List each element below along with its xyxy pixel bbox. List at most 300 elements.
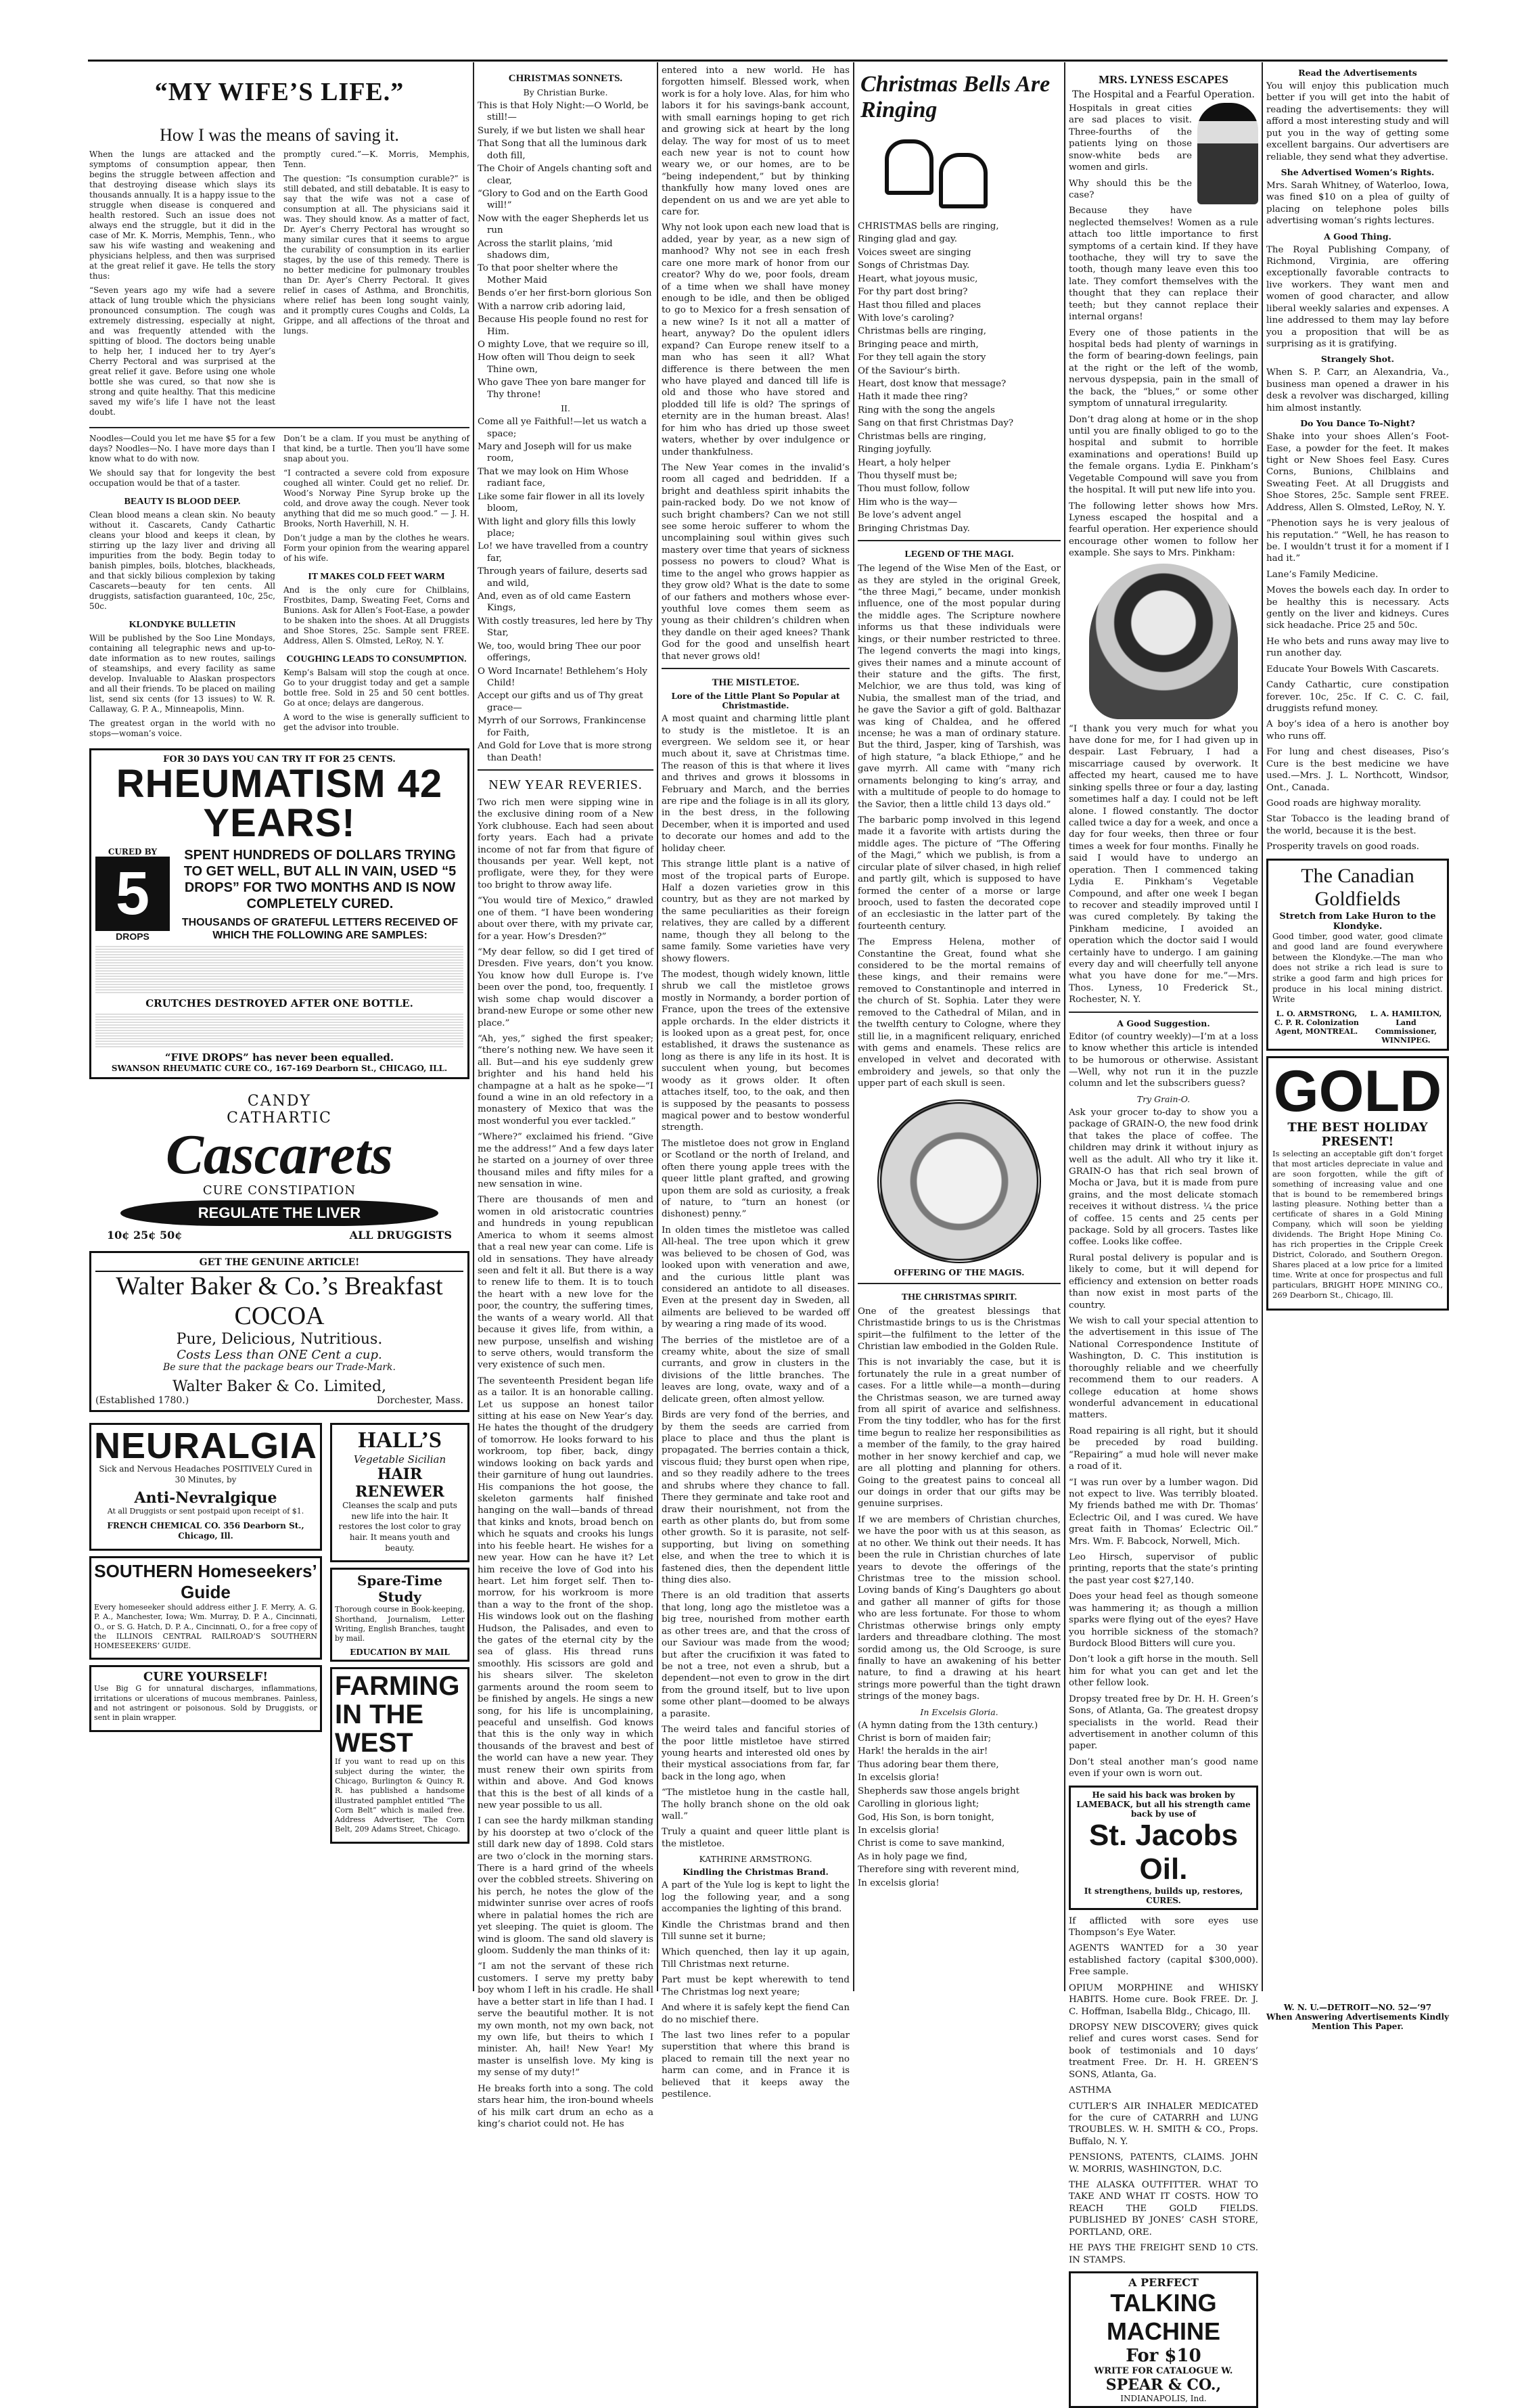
candy-label: CANDY bbox=[247, 1092, 312, 1110]
paragraph: Editor (of country weekly)—I’m at a loss to know whether this article is intended to be humorous or otherwise. Assistant—Well, why not run it in the puzzle column and let the subscribers guess? bbox=[1069, 1031, 1258, 1089]
spare-time-advertisement bbox=[330, 1568, 469, 1662]
poem-line: Through years of failure, deserts sad and wild, bbox=[478, 566, 647, 589]
paragraph: Good timber, good water, good climate and good land are found everywhere between the Klondyke.—The man who does not strike a rich lead is sure to strike a good farm and high prices for produce in his local mining district. Write bbox=[1272, 931, 1443, 1005]
paragraph: Moves the bowels each day. In order to be healthy this is necessary. Acts gently on the liver and kidneys. Cures sick headache. Price 25 and 50c. bbox=[1266, 585, 1449, 631]
paragraph: We wish to call your special attention to the advertisement in this issue of The National Correspondence Institute of Washington, D. C. This institution is thoroughly reliable and we cheerfully recommend them to our readers. A college education at home shows wonderful advancement in educational matters. bbox=[1069, 1316, 1258, 1421]
poem-line: In excelsis gloria! bbox=[858, 1825, 940, 1836]
agent-montreal: L. O. ARMSTRONG, C. P. R. Colonization Agent, MONTREAL. bbox=[1274, 1009, 1359, 1036]
five-drops-logo: 5 bbox=[95, 857, 170, 931]
poem-line: Heart, dost know that message? bbox=[858, 379, 1007, 390]
ad-title: RHEUMATISM 42 YEARS! bbox=[116, 761, 443, 845]
paragraph: Don’t drag along at home or in the shop until you are finally obliged to go to the hospital and submit to horrible examinations and operations! Build up the female organs. Lydia E. Pinkham’s Vegetable Compound will save you from the hospital. It will put new life into you. bbox=[1069, 414, 1258, 496]
column-4 bbox=[858, 65, 1061, 1991]
poem-line: O mighty Love, that we require so ill, bbox=[478, 340, 649, 350]
talking-write: WRITE FOR CATALOGUE W. bbox=[1094, 2366, 1233, 2377]
cure-yourself-advertisement bbox=[89, 1665, 322, 1731]
paragraph: Dropsy treated free by Dr. H. H. Green’s Sons, of Atlanta, Ga. The greatest dropsy specialists in the world. Read their advertisement in another column of this paper. bbox=[1069, 1694, 1258, 1752]
paragraph: Truly a quaint and queer little plant is the mistletoe. bbox=[662, 1827, 850, 1849]
section-heading: Do You Dance To-Night? bbox=[1300, 418, 1415, 429]
poem-line: Because His people found no rest for Him. bbox=[478, 315, 648, 337]
footer-line: W. N. U.—DETROIT—NO. 52—’97 bbox=[1283, 2003, 1432, 2012]
article-title-my-wifes-life: “MY WIFE’S LIFE.” bbox=[154, 78, 405, 106]
cocoa-city: Dorchester, Mass. bbox=[376, 1395, 463, 1407]
poem-line: Who gave Thee yon bare manger for Thy throne! bbox=[478, 378, 646, 400]
paragraph: The legend of the Wise Men of the East, or as they are styled in the original Greek, “the three Magi,” became, under monkish influence, one of the most popular during the middle ages. The Scripture nowhere informs us that these individuals were kings, or their number restricted to three. The legend converts the magi into kings, gives their names and a minute account of their stature and the gifts. The first, Melchior, we are thus told, was king of Nubia, the smallest man of the triad, and he gave the Savior a gift of gold. Balthazar was king of Chaldea, and he offered incense; he was a man of ordinary stature. But the third, Jasper, king of Tarshish, was of high stature, “a black Ethiope,” and he gave myrrh. All came with “many rich ornaments belonging to king’s array, and with a multitude of people to do homage to the Savior, then a little child 13 days old.” bbox=[858, 564, 1061, 810]
paragraph: Leo Hirsch, supervisor of public printing, reports that the state’s printing the past year cost $27,140. bbox=[1069, 1552, 1258, 1586]
section-heading: A Good Thing. bbox=[1324, 231, 1391, 242]
poem-line: Voices sweet are singing bbox=[858, 247, 971, 258]
section-heading: Try Grain-O. bbox=[1136, 1093, 1191, 1104]
paragraph: Mrs. Sarah Whitney, of Waterloo, Iowa, was fined $10 on a plea of guilty of placing on telephone poles bills advertising woman’s rights lectures. bbox=[1266, 180, 1449, 227]
paragraph: Use Big G for unnatural discharges, inflammations, irritations or ulcerations of mucous membranes. Painless, and not astringent or poisonous. Sold by Druggists, or sent in plain wrapper. bbox=[94, 1684, 317, 1723]
paragraph: The Empress Helena, mother of Constantine the Great, found what she considered to be the mortal remains of these kings, and their remains were removed to Constantinople and interred in the church of St. Sophia. Later they were removed to the Cathedral of Milan, and in the twelfth century to Cologne, where they still lie, in a magnificent reliquary, enriched with gems and enamels. These relics are enveloped in velvet and decorated with embroidery and jewels, so that only the upper part of each skull is seen. bbox=[858, 937, 1061, 1089]
paragraph: A part of the Yule log is kept to light the log the following year, and a song accompanies the lighting of this brand. bbox=[662, 1880, 850, 1915]
poem-line: In excelsis gloria! bbox=[858, 1878, 940, 1888]
byline: By Christian Burke. bbox=[523, 87, 608, 97]
paragraph: If you want to read up on this subject during the winter, the Chicago, Burlington & Quincy R. R. has published a handsome illustrated pamphlet entitled “The Corn Belt” which is mailed free. Address Advertiser, The Corn Belt, 209 Adams Street, Chicago. bbox=[335, 1757, 465, 1834]
paragraph: Hospitals in great cities are sad places to visit. Three-fourths of the patients lying on those snow-white beds are women and girls. bbox=[1069, 104, 1192, 173]
bell-icon bbox=[939, 153, 988, 208]
cured-by-label: CURED BY bbox=[108, 846, 158, 857]
paragraph: He breaks forth into a song. The cold stars hear him, the iron-bound wheels of his milk cart drum an echo as a king’s chariot could not. He has bbox=[478, 2083, 653, 2129]
ad-strapline: SPENT HUNDREDS OF DOLLARS TRYING TO GET WELL, BUT ALL IN VAIN, USED “5 DROPS” FOR TWO MONTHS AND IS NOW COMPLETELY CURED. bbox=[183, 847, 457, 911]
halls-sub: Vegetable Sicilian bbox=[353, 1453, 446, 1466]
halls-title: HALL’S bbox=[358, 1428, 442, 1453]
reveries-body bbox=[478, 797, 653, 2130]
cathartic-label: CATHARTIC bbox=[227, 1109, 332, 1127]
column-3 bbox=[662, 65, 850, 2100]
paragraph: The Royal Publishing Company, of Richmond, Virginia, are offering exceptionally favorable contracts to live workers. They want men and women of good character, and allow liberal weekly salaries and expenses. A line addressed to them may lay before you a proposition that will be as surprising as it is gratifying. bbox=[1266, 244, 1449, 350]
paragraph: Don’t judge a man by the clothes he wears. Form your opinion from the wearing apparel of his wife. bbox=[283, 532, 469, 563]
ad-top-line: GET THE GENUINE ARTICLE! bbox=[95, 1257, 463, 1272]
divider bbox=[478, 769, 653, 771]
paragraph: Every one of those patients in the hospital beds had plenty of warnings in the form of bearing-down feelings, pain at the right or the left of the womb, nervous dyspepsia, pain in the small of the back, the “blues,” or some other symptom of unnatural irregularity. bbox=[1069, 327, 1258, 409]
paragraph: When S. P. Carr, an Alexandria, Va., business man opened a drawer in his desk a revolver was discharged, killing him almost instantly. bbox=[1266, 367, 1449, 413]
poem-line: Ring with the song the angels bbox=[858, 405, 995, 415]
reveries-heading: NEW YEAR REVERIES. bbox=[488, 777, 643, 792]
paragraph: Educate Your Bowels With Cascarets. bbox=[1266, 664, 1439, 675]
spare-edu: EDUCATION BY MAIL bbox=[350, 1648, 450, 1658]
mistletoe-subheading: Lore of the Little Plant So Popular at Christmastide. bbox=[671, 691, 840, 711]
poem-line: This is that Holy Night:—O World, be still!— bbox=[478, 101, 649, 123]
sonnets-heading: CHRISTMAS SONNETS. bbox=[508, 73, 623, 84]
paragraph: Rural postal delivery is popular and is likely to come, but it will depend for efficiency and extension on better roads than now exist in most parts of the country. bbox=[1069, 1252, 1258, 1311]
poem-line: Mary and Joseph will for us make room, bbox=[478, 441, 632, 464]
neuralgia-advertisement bbox=[89, 1423, 322, 1551]
classified-ad: OPIUM MORPHINE and WHISKY HABITS. Home cure. Book FREE. Dr. J. C. Hoffman, Isabella Bldg., Chicago, Ill. bbox=[1069, 1982, 1258, 2017]
paragraph: Is selecting an acceptable gift don’t forget that most articles depreciate in value and are soon forgotten, while the gift of something of increasing value and one that is bound to be remembered brings lasting pleasure. Nothing better than a certificate of shares in a Gold Mining Company, which will soon be yielding dividends. The Bright Hope Mining Co. has rich properties in the Cripple Creek District, Colorado, and Southern Oregon. Shares placed at a low price for a limited time. Write at once for prospectus and full particulars, BRIGHT HOPE MINING CO., 269 Dearborn St., Chicago, Ill. bbox=[1272, 1148, 1443, 1300]
halls-name: HAIR RENEWER bbox=[355, 1466, 444, 1501]
poem-line: Thou thyself must be; bbox=[858, 471, 958, 482]
sonnet-numeral: II. bbox=[561, 403, 570, 414]
footer-notice: When Answering Advertisements Kindly Mention This Paper. bbox=[1266, 2012, 1449, 2031]
section-heading: Read the Advertisements bbox=[1298, 68, 1417, 78]
spirit-heading: THE CHRISTMAS SPIRIT. bbox=[901, 1292, 1017, 1302]
poem-line: God, His Son, is born tonight, bbox=[858, 1812, 994, 1823]
paragraph: At all Druggists or sent postpaid upon receipt of $1. bbox=[107, 1507, 304, 1516]
paragraph: I can see the hardy milkman standing by his doorstep at two o’clock of the still dark new day of 1898. Cold stars are two o’clock in the morning stars. There is a hard grind of the wheels over the cobbled streets. Shivering on his perch, he notes the glow of the midwinter sunrise over acres of roofs where in palatial homes the rich are yet sleeping. The quiet is gloom. The wind is gloom. The sand old slavery is gloom. Suddenly the man thinks of it: bbox=[478, 1816, 653, 1957]
testimonial-letters bbox=[95, 946, 463, 993]
paragraph: “My dear fellow, so did I get tired of Dresden. Five years, don’t you know. You know how dull Europe is. I’ve been over the pond, too, frequently. I wish some chap would discover a brand-new Europe or some other new place.” bbox=[478, 947, 653, 1028]
kindling-body bbox=[662, 1880, 850, 2100]
paragraph: For lung and chest diseases, Piso’s Cure is the best medicine we have used.—Mrs. J. L. Northcott, Windsor, Ont., Canada. bbox=[1266, 747, 1449, 793]
paragraph: Candy Cathartic, cure constipation forever. 10c, 25c. If C. C. C. fail, druggists refund money. bbox=[1266, 680, 1449, 714]
section-heading: A Good Suggestion. bbox=[1117, 1018, 1210, 1028]
paragraph: “You would tire of Mexico,” drawled one of them. “I have been wondering about over there, with my private car, for a year. How’s Dresden?” bbox=[478, 896, 653, 942]
paragraph: He who bets and runs away may live to run another day. bbox=[1266, 636, 1449, 659]
poem-line: Him who is the way— bbox=[858, 497, 958, 507]
lyness-heading: MRS. LYNESS ESCAPES bbox=[1099, 73, 1228, 86]
lyness-subheading: The Hospital and a Fearful Operation. bbox=[1072, 89, 1255, 100]
paragraph: “I am not the servant of these rich customers. I serve my pretty baby boy whom I left in his cradle. He shall have a better start in life than I had. I serve the beautiful mother. It is not my own month, not my own back, not my own life, but theirs to which I minister. Ah, hail! New Year! My master is unselfish love. My king is my sense of my duty!” bbox=[478, 1961, 653, 2078]
paragraph: A boy’s idea of a hero is another boy who runs off. bbox=[1266, 719, 1449, 742]
st-jacobs-side: It strengthens, builds up, restores, CURES. bbox=[1084, 1886, 1243, 1905]
talking-company: SPEAR & CO., bbox=[1105, 2376, 1222, 2394]
poem-line: And Gold for Love that is more strong than Death! bbox=[478, 741, 652, 763]
classified-ad: AGENTS WANTED for a 30 year established factory (capital $300,000). Free sample. bbox=[1069, 1943, 1258, 1978]
never-equalled-line: “FIVE DROPS” has never been equalled. bbox=[164, 1051, 394, 1064]
cocoa-title: Walter Baker & Co.’s Breakfast COCOA bbox=[116, 1271, 443, 1330]
spirit-body bbox=[858, 1306, 1061, 1703]
poem-line: Now with the eager Shepherds let us run bbox=[478, 213, 649, 236]
poem-line: Like some fair flower in all its lovely bloom, bbox=[478, 491, 645, 514]
paragraph: Good roads are highway morality. bbox=[1266, 798, 1421, 809]
poem-line: Surely, if we but listen we shall hear bbox=[478, 125, 645, 136]
cascarets-advertisement bbox=[89, 1089, 469, 1246]
paragraph: And is the only cure for Chilblains, Frostbites, Damp, Sweating Feet, Corns and Bunions. Ask for Allen’s Foot-Ease, a powder to be shaken into the shoes. At all Druggists and Shoe Stores, 25c. Sample sent FREE. Address, Allen S. Olmsted, LeRoy, N. Y. bbox=[283, 585, 469, 645]
paragraph: Star Tobacco is the leading brand of the world, because it is the best. bbox=[1266, 814, 1449, 836]
poem-line: For thy part dost bring? bbox=[858, 287, 968, 298]
column-rule bbox=[657, 62, 658, 1991]
five-drops-block bbox=[95, 847, 463, 942]
kindling-heading: Kindling the Christmas Brand. bbox=[683, 1867, 829, 1878]
paragraph: Ask your grocer to-day to show you a package of GRAIN-O, the new food drink that takes the place of coffee. The children may drink it without injury as well as the adult. All who try it like it. GRAIN-O has that rich seal brown of Mocha or Java, but it is made from pure grains, and the most delicate stomach receives it without distress. ¼ the price of coffee. 15 cents and 25 cents per package. Sold by all grocers. Tastes like coffee. Looks like coffee. bbox=[1069, 1107, 1258, 1248]
paragraph: Prosperity travels on good roads. bbox=[1266, 842, 1420, 853]
paragraph: The seventeenth President began life as a tailor. It is an honorable calling. Let us suppose an honest tailor sitting at his ease on New Year’s day. He hates the thought of the drudgery of tomorrow. He looks forward to his workroom, top fiber, back, dingy windows looking on back yards and their garniture of hung out laundries. His companions the hot goose, the skeleton garments half finished hanging on the wall—bands of thread that kinks and knots, broad bench on which he squats and crooks his lungs into his feeble heart. He wishes for a new year. How can he have it? Let him receive the love of God into his heart. Let him forget self. Then to-morrow, for his workroom is more than a way to the front of the shop. His windows look out on the flashing Hudson, the Palisades, and even to the gates of the eternal city by the sea of glass. His thread runs smoothly. His scissors are gold and his shears silver. The skeleton garments around the room seem to be finished by angels. He sings a new song, for his life is uncomplaining, peaceful and unselfish. God knows that this is the only way in which thousands of the bravest and best of the world can have a new year. They must renew their own spirits from within and above. And God knows that this is the best of all kinds of a new year possible to us all. bbox=[478, 1376, 653, 1811]
paragraph: We should say that for longevity the best occupation would be that of a taster. bbox=[89, 468, 275, 488]
sonnet-2 bbox=[478, 416, 653, 764]
poem-line: CHRISTMAS bells are ringing, bbox=[858, 221, 999, 231]
paragraph: You will enjoy this publication much better if you will get into the habit of reading the advertisements: they will afford a most interesting study and will put you in the way of getting some excellent bargains. Our advertisers are reliable, they send what they advertise. bbox=[1266, 81, 1449, 162]
paragraph: “The mistletoe hung in the castle hall, The holly branch shone on the old oak wall.” bbox=[662, 1788, 850, 1822]
bells-title: Christmas Bells Are Ringing bbox=[860, 72, 1051, 122]
ad-top-line: FOR 30 DAYS YOU CAN TRY IT FOR 25 CENTS. bbox=[163, 754, 396, 765]
classified-ad: HE PAYS THE FREIGHT SEND 10 CTS. IN STAMPS. bbox=[1069, 2243, 1258, 2265]
farming-advertisement bbox=[330, 1667, 469, 1843]
poem-line: With a narrow crib adoring laid, bbox=[478, 301, 626, 312]
poem-line: Bringing Christmas Day. bbox=[858, 523, 970, 534]
mistletoe-heading: THE MISTLETOE. bbox=[712, 677, 800, 689]
poem-line: With light and glory fills this lowly place; bbox=[478, 516, 636, 539]
paragraph: The last two lines refer to a popular superstition that where this brand is placed to remain till the next year no harm can come, and in France it is believed that it keeps away the pestilence. bbox=[662, 2030, 850, 2100]
top-rule bbox=[88, 60, 1448, 62]
section-heading: Strangely Shot. bbox=[1320, 354, 1395, 365]
paragraph: “Phenotion says he is very jealous of his reputation.” “Well, he has reason to be. I wouldn’t trust it for a moment if I had it.” bbox=[1266, 518, 1449, 564]
paragraph: Part must be kept wherewith to tend The Christmas log next yeare; bbox=[662, 1975, 850, 1997]
poem-line: That we may look on Him Whose radiant face, bbox=[478, 466, 629, 489]
paragraph: Thorough course in Book-keeping, Shorthand, Journalism, Letter Writing, English Branches, taught by mail. bbox=[335, 1605, 465, 1643]
southern-guide-advertisement bbox=[89, 1556, 322, 1660]
southern-title: SOUTHERN Homeseekers’ Guide bbox=[94, 1560, 317, 1602]
magi-body bbox=[858, 563, 1061, 1090]
paragraph: The New Year comes in the invalid’s room all caged and bedridden. If a bright and deathless spirit inhabits the pain-racked body. Do we not know of such bright chambers? Can we not still see some heroic sufferer to whom the uncomplaining soul within gives such mastery over time that years of sickness possess no powers to cloud? What is time to the angel who grows happier as they grow old? What is the date to some of our fathers and mothers whose ever-youthful love comes them seem as young as their children’s children when they dandle on their aged knees? Thank God for the good and unselfish heart that never grows old! bbox=[662, 462, 850, 662]
nurse-illustration bbox=[1197, 103, 1258, 204]
poem-line: Hast thou filled and places bbox=[858, 300, 981, 311]
canadian-goldfields-advertisement bbox=[1266, 859, 1449, 1051]
article-subtitle: How I was the means of saving it. bbox=[160, 125, 399, 145]
miscellany-block bbox=[1069, 1252, 1258, 1780]
paragraph: Why not look upon each new load that is added, year by year, as a new sign of manhood? Why not see in each fresh care one more mark of honor from our creator? Why do we, poor fools, dream of a time when we shall have money enough to be idle, and then be obliged to go to Mexico for a fresh sensation of a new wine? Is it not all a matter of heart, anyway? Do the opulent idlers expand? Can Europe renew itself to a man who has seen it all? What difference is there between the men who have played and danced till life is old and those who have stored and plodded till life is old? The springs of eternity are in the human breast. Alas! for him who has dried up those sweet waters, whether by over indulgence or under thankfulness. bbox=[662, 223, 850, 457]
poem-line: And, even as of old came Eastern Kings, bbox=[478, 591, 631, 614]
poem-line: As in holy page we find, bbox=[858, 1851, 968, 1862]
paragraph: In olden times the mistletoe was called All-heal. The tree upon which it grew was believed to be chosen of God, was looked upon with veneration and awe, and the curious little plant was considered an antidote to all diseases. Even at the present day in Sweden, all ailments are believed to be warded off by wearing a ring made of its wood. bbox=[662, 1225, 850, 1330]
talking-price: For $10 bbox=[1126, 2346, 1201, 2367]
talking-pre: A PERFECT bbox=[1128, 2276, 1199, 2290]
ad-address: SWANSON RHEUMATIC CURE CO., 167-169 Dearborn St., CHICAGO, ILL. bbox=[111, 1063, 448, 1073]
cure-constipation-label: CURE CONSTIPATION bbox=[202, 1183, 356, 1198]
cocoa-established: (Established 1780.) bbox=[95, 1395, 189, 1407]
paragraph: Cleanses the scalp and puts new life into the hair. It restores the lost color to gray hair. It means youth and beauty. bbox=[338, 1501, 461, 1553]
cure-title: CURE YOURSELF! bbox=[143, 1670, 269, 1685]
column-6 bbox=[1266, 65, 1449, 1991]
poem-line: Myrrh of our Sorrows, Frankincense for Faith, bbox=[478, 716, 646, 738]
section-heading: COUGHING LEADS TO CONSUMPTION. bbox=[286, 654, 467, 664]
illustration-caption: OFFERING OF THE MAGIS. bbox=[894, 1267, 1025, 1277]
poem-line: How often will Thou deign to seek Thine own, bbox=[478, 353, 635, 375]
poem-line: Therefore sing with reverent mind, bbox=[858, 1865, 1019, 1876]
cocoa-company: Walter Baker & Co. Limited, bbox=[172, 1378, 387, 1396]
column-1 bbox=[89, 65, 469, 1991]
classified-ad: DROPSY NEW DISCOVERY; gives quick relief and cures worst cases. Send for book of testimonials and 10 days’ treatment Free. Dr. H. H. GREEN’S SONS, Atlanta, Ga. bbox=[1069, 2022, 1258, 2080]
poem-line: Ringing glad and gay. bbox=[858, 234, 957, 245]
christmas-bells-illustration bbox=[858, 65, 1061, 221]
talking-city: INDIANAPOLIS, Ind. bbox=[1120, 2394, 1207, 2404]
poem-line: Hath it made thee ring? bbox=[858, 392, 968, 403]
paragraph: Shake into your shoes Allen’s Foot-Ease, a powder for the feet. It makes tight or New Shoes feel Easy. Cures Corns, Bunions, Chilblains and Sweating Feet. At all Druggists and Shoe Stores, 25c. Sample sent FREE. Address, Allen S. Olmsted, LeRoy, N. Y. bbox=[1266, 432, 1449, 513]
divider bbox=[858, 1283, 1061, 1284]
paragraph: Clean blood means a clean skin. No beauty without it. Cascarets, Candy Cathartic cleans your blood and keeps it clean, by stirring up the lazy liver and driving all impurities from the body. Begin today to banish pimples, boils, blotches, blackheads, and that sickly bilious complexion by taking Cascarets—beauty for ten cents. All druggists, satisfaction guaranteed, 10c, 25c, 50c. bbox=[89, 509, 275, 611]
paragraph: A most quaint and charming little plant to study is the mistletoe. It is an evergreen. We seldom see it, or hear much about it, save at Christmas time. The reason of this is that where it lives and thrives and grows it blossoms in February and March, and the berries are ripe and the foliage is in all its glory, in the best dress, in the following December, when it is imported and used to decorate our homes and add to the holiday cheer. bbox=[662, 714, 850, 854]
poem-line: Accept our gifts and us of Thy great grace— bbox=[478, 691, 643, 713]
agent-winnipeg: L. A. HAMILTON, Land Commissioner, WINNIPEG. bbox=[1370, 1009, 1442, 1045]
halls-advertisement bbox=[330, 1423, 469, 1562]
paragraph: If we are members of Christian churches, we have the poor with us at this season, as at no other. We think out their needs. It has been the rule in Christian churches of late years to devote the offerings of the Christmas tree to the mission school. Loving bands of King’s Daughters go about and gather all manner of gifts for those who are less fortunate. For those to whom Christmas otherwise brings only empty larders and threadbare clothing. The most sordid among us, the Old Scrooge, is sure finally to have an awakening of his better nature, to find a drawing at his heart strings more powerful than the tight drawn strings of the money bags. bbox=[858, 1514, 1061, 1702]
poem-line: Lo! we have travelled from a country far, bbox=[478, 541, 648, 564]
paragraph: Why should this be the case? bbox=[1069, 178, 1192, 200]
poem-line: The Choir of Angels chanting soft and clear, bbox=[478, 164, 652, 186]
gold-title: GOLD bbox=[1273, 1058, 1442, 1124]
poem-line: With costly treasures, led here by Thy Star, bbox=[478, 616, 653, 639]
paragraph: Don’t be a clam. If you must be anything of that kind, be a turtle. Then you’ll have some snap about you. bbox=[283, 433, 469, 463]
paragraph: Every homeseeker should address either J. F. Merry, A. G. P. A., Manchester, Iowa; Wm. Murray, D. P. A., Cincinnati, O., or S. G. Hatch, D. P. A., Cincinnati, O., for a free copy of the ILLINOIS CENTRAL RAILROAD’S SOUTHERN HOMESEEKERS’ GUIDE. bbox=[94, 1602, 317, 1651]
bells-poem bbox=[858, 221, 1061, 535]
paragraph: Because they have neglected themselves! Women as a rule attach too little importance to first symptoms of a certain kind. If they have toothache, they will try to save the tooth, though many leave even this too late. They comfort themselves with the thought that they can replace their teeth; but they cannot replace their internal organs! bbox=[1069, 206, 1258, 323]
poem-line: For they tell again the story bbox=[858, 353, 986, 363]
paragraph: Kemp’s Balsam will stop the cough at once. Go to your druggist today and get a sample bottle free. Sold in 25 and 50 cent bottles. Go at once; delays are dangerous. bbox=[283, 667, 469, 708]
excelsis-heading: In Excelsis Gloria. bbox=[920, 1706, 998, 1717]
regulate-liver-band: REGULATE THE LIVER bbox=[120, 1200, 438, 1226]
paragraph: entered into a new world. He has forgotten himself. Blessed work, when work is for a holy love. Alas, for him who labors it for his savings-bank account, with small earnings hoping to get rich and growing sick at heart by the long delay. The way for most of us to meet each new year is not to count how weary we, or our homes, are to be “being independent,” but by thinking thankfully how many loved ones are dependent on us and we are yet able to care for. bbox=[662, 66, 850, 218]
divider bbox=[858, 540, 1061, 541]
paragraph: One of the greatest blessings that Christmastide brings to us is the Christmas spirit—the fulfilment to the letter of the Christian law embodied in the Golden Rule. bbox=[858, 1306, 1061, 1352]
classified-ad: THE ALASKA OUTFITTER. WHAT TO TAKE AND WHAT IT COSTS. HOW TO REACH THE GOLD FIELDS. PUBLISHED BY JONES’ CASH STORE, PORTLAND, ORE. bbox=[1069, 2180, 1258, 2237]
miscellany-block bbox=[1266, 518, 1449, 853]
paragraph: “Where?” exclaimed his friend. “Give me the address!” And a few days later he started on a journey of over three thousand miles and fifty miles for a new sensation in wine. bbox=[478, 1132, 653, 1190]
paragraph: The barbaric pomp involved in this legend made it a favorite with artists during the middle ages. The picture of “The Offering of the Magi,” which we publish, is from a circular plate of silver chased, in high relief and partly gilt, which is supposed to have formed the center of a morse or large brooch, used to fasten the decorated cope of an ecclesiastic in the latter part of the fourteenth century. bbox=[858, 815, 1061, 932]
cocoa-cost: Costs Less than ONE Cent a cup. bbox=[177, 1348, 382, 1363]
paragraph: And where it is safely kept the fiend Can do no mischief there. bbox=[662, 2003, 850, 2025]
paragraph: Noodles—Could you let me have $5 for a few days? Noodles—No. I have more days than I know what to do with now. bbox=[89, 433, 275, 463]
poem-line: Christ is born of maiden fair; bbox=[858, 1733, 992, 1744]
column-rule bbox=[473, 62, 474, 1991]
drops-label: DROPS bbox=[116, 930, 149, 942]
column-5 bbox=[1069, 65, 1258, 2404]
column-rule bbox=[1262, 62, 1263, 1991]
classified-ad: ASTHMA bbox=[1069, 2085, 1111, 2096]
poem-line: (A hymn dating from the 13th century.) bbox=[858, 1720, 1038, 1731]
poem-line: Of the Saviour’s birth. bbox=[858, 365, 961, 376]
poem-line: Christmas bells are ringing, bbox=[858, 326, 986, 337]
bell-icon bbox=[885, 139, 933, 195]
poem-line: Carolling in glorious light; bbox=[858, 1799, 979, 1810]
neuralgia-title: NEURALGIA bbox=[94, 1426, 317, 1467]
paragraph: Birds are very fond of the berries, and by them the seeds are carried from place to place and thus the plant is propagated. The berries contain a thick, viscous fluid; they burst open when ripe, and so they readily adhere to the trees and shrubs where they chance to fall. There they germinate and take root and draw their nourishment, not from the earth as other plants do, but from some other growth. So it is parasite, not self-supporting, but living on something else, and when the tree to which it is fastened dies, then the dependent little thing dies also. bbox=[662, 1410, 850, 1586]
paragraph: Don’t look a gift horse in the mouth. Sell him for what you can get and let the other fellow look. bbox=[1069, 1654, 1258, 1689]
paragraph: Road repairing is all right, but it should be preceded by road building. “Repairing” a mud hole will never make a road of it. bbox=[1069, 1426, 1258, 1472]
gold-sub: THE BEST HOLIDAY PRESENT! bbox=[1287, 1120, 1428, 1149]
poem-line: We, too, would bring Thee our poor offerings, bbox=[478, 641, 641, 664]
testimonial-letters bbox=[95, 1014, 463, 1047]
paragraph: There are thousands of men and women in old aristocratic countries and hundreds in young republican America to whom it seems almost that a real new year can come. Life is old in sensations. They have already seen and felt it all. But there is a way to renew life to them. It is to touch the heart with a new love for the poor, the country, the suffering times, the wants of a weary world. All that because it gives life, from within, a new purpose, unselfish and wishing to serve others, would transform the very existence of such men. bbox=[478, 1195, 653, 1371]
paragraph: The question: “Is consumption curable?” is still debated, and still debatable. It is easy to say that the wife was not a case of consumption at all. The physicians said it was. They should know. As a matter of fact, Dr. Ayer’s Cherry Pectoral has wrought so many similar cures that it seems to argue the curability of consumption in its earlier stages, by the use of this remedy. There is no better medicine for pulmonary troubles than Dr. Ayer’s Cherry Pectoral. It gives relief in cases of Asthma, and Bronchitis, where relief has been long sought vainly, and it promptly cures Coughs and Colds, La Grippe, and all affections of the throat and lungs. bbox=[283, 173, 469, 336]
column-rule bbox=[853, 62, 854, 1991]
sonnet-1 bbox=[478, 100, 653, 401]
classified-ad: CUTLER’S AIR INHALER MEDICATED for the cure of CATARRH and LUNG TROUBLES. W. H. SMITH & CO., Props. Buffalo, N. Y. bbox=[1069, 2101, 1258, 2147]
paragraph: Will be published by the Soo Line Mondays, containing all telegraphic news and up-to-date information as to new routes, sailings of steamships, and every facility as same develop. Invaluable to Alaskan prospectors and all their friends. To be placed on mailing list, send six cents (for 13 issues) to W. R. Callaway, G. P. A., Minneapolis, Minn. bbox=[89, 633, 275, 714]
paragraph: The modest, though widely known, little shrub we call the mistletoe grows mostly in Normandy, a border portion of France, upon the trees of the extensive apple orchards. In the elder districts it is looked upon as a great pest, for, once established, it draws the sustenance as long as there is any life in its host. It is succulent when young, but becomes woody as it grows older. It often attaches itself, too, to the oak, and then is supposed by the peasants to possess magical power and to bestow wonderful strength. bbox=[662, 969, 850, 1133]
paragraph: “I thank you very much for what you have done for me, for I had given up in despair. Last February, I had a miscarriage caused by overwork. It affected my heart, caused me to have sinking spells three or four a day, lasting sometimes half a day. I could not be left alone. I flowed constantly. The doctor called twice a day for a week, and once a day for four weeks, then three or four times a week for four months. Finally he said I would have to undergo an operation. Then I commenced taking Lydia E. Pinkham’s Vegetable Compound, and after one week I began to recover and steadily improved until I was cured completely. By taking the Pinkham medicine, I avoided an operation which the doctor said I would certainly have to undergo. I am gaining every day and will cheerfully tell anyone what you have done for me.”—Mrs. Thos. Lyness, 10 Frederick St., Rochester, N. Y. bbox=[1069, 723, 1258, 1005]
paragraph: This is not invariably the case, but it is fortunately the rule in a great number of cases. For a little while—a month—during the Christmas season, we are turned away from all spirit of avarice and selfishness. From the tiny toddler, who has for the first time begun to realize her responsibilities as a member of the family, to the gray haired mother in her snowy kerchief and cap, we are all plotting and planning for others. Going to the greatest pains to conceal all our doings in order that our gifts may be genuine surprises. bbox=[858, 1357, 1061, 1509]
paragraph: Does your head feel as though someone was hammering it; as though a million sparks were flying out of the eyes? Have you horrible sickness of the stomach? Burdock Blood Bitters will cure you. bbox=[1069, 1591, 1258, 1649]
classified-ad: If afflicted with sore eyes use Thompson’s Eye Water. bbox=[1069, 1915, 1258, 1938]
divider bbox=[1069, 1012, 1258, 1013]
paragraph: The greatest organ in the world with no stops—woman’s voice. bbox=[89, 718, 275, 738]
talking-machine-advertisement bbox=[1069, 2271, 1258, 2408]
miscellany-block bbox=[89, 434, 469, 743]
cocoa-trademark: Be sure that the package bears our Trade-Mark. bbox=[163, 1362, 396, 1373]
section-heading: BEAUTY IS BLOOD DEEP. bbox=[124, 496, 241, 507]
poem-line: Christ is come to save mankind, bbox=[858, 1838, 1005, 1849]
baker-cocoa-advertisement bbox=[89, 1251, 469, 1412]
divider bbox=[89, 427, 469, 428]
canadian-sub: Stretch from Lake Huron to the Klondyke. bbox=[1279, 911, 1436, 932]
ayer-article-body bbox=[89, 150, 469, 422]
poem-line: Bends o’er her first-born glorious Son bbox=[478, 288, 652, 299]
poem-line: To that poor shelter where the Mother Maid bbox=[478, 263, 618, 286]
canadian-title: The Canadian Goldfields bbox=[1301, 864, 1414, 911]
poem-line: Heart, what joyous music, bbox=[858, 273, 978, 284]
excelsis-poem bbox=[858, 1720, 1061, 1889]
talking-title: TALKING MACHINE bbox=[1107, 2289, 1220, 2346]
paragraph: This strange little plant is a native of most of the tropical parts of Europe. Half a dozen varieties grow in this country, but as they are not marked by the same peculiarities as their foreign relatives, they are called by a different name, though they all belong to the same family. Some varieties have very showy flowers. bbox=[662, 859, 850, 964]
rheumatism-advertisement bbox=[89, 748, 469, 1079]
magi-heading: LEGEND OF THE MAGI. bbox=[904, 549, 1014, 560]
paragraph: “I contracted a severe cold from exposure coughed all winter. Could get no relief. Dr. Wood’s Norway Pine Syrup broke up the cold, and drove away the cough. Never took anything that did me so much good.” — J. H. Brooks, North Haverhill, N. H. bbox=[283, 468, 469, 528]
paragraph: There is an old tradition that asserts that long, long ago the mistletoe was a big tree, nourished from mother earth as other trees are, and that the cross of our Saviour was made from the wood; but after the crucifixion it was fated to be not a tree, not even a shrub, but a dependent—not even to grow in the dirt from the ground itself, but to live upon some other plant—doomed to be always a parasite. bbox=[662, 1591, 850, 1719]
column-rule bbox=[1064, 62, 1065, 1991]
neuralgia-brand: Anti-Nevralgique bbox=[134, 1489, 277, 1507]
ad-strapline-2: THOUSANDS OF GRATEFUL LETTERS RECEIVED OF WHICH THE FOLLOWING ARE SAMPLES: bbox=[181, 916, 459, 941]
gold-advertisement bbox=[1266, 1056, 1449, 1311]
price-label: 10¢ 25¢ 50¢ bbox=[107, 1228, 183, 1242]
poem-line: Songs of Christmas Day. bbox=[858, 260, 970, 271]
poem-line: Heart, a holy helper bbox=[858, 457, 950, 468]
offering-of-magi-illustration bbox=[877, 1099, 1041, 1263]
st-jacobs-title: St. Jacobs Oil. bbox=[1088, 1818, 1239, 1886]
paragraph: “Seven years ago my wife had a severe attack of lung trouble which the physicians pronounced consumption. The cough was extremely distressing, especially at night, and was frequently attended with the spitting of blood. The doctors being unable to help her, I induced her to try Ayer’s Cherry Pectoral and was surprised at the great relief it gave. Before using one whole bottle she was cured, so that now she is strong and quite healthy. That this medicine saved my wife’s life I have not the least doubt. bbox=[89, 285, 275, 417]
poem-line: O Word Incarnate! Bethlehem’s Holy Child! bbox=[478, 666, 647, 688]
poem-line: That Song that all the luminous dark doth fill, bbox=[478, 139, 647, 161]
crutches-line: CRUTCHES DESTROYED AFTER ONE BOTTLE. bbox=[145, 997, 413, 1009]
bottom-ads bbox=[89, 1417, 469, 1849]
poem-line: Sang on that first Christmas Day? bbox=[858, 418, 1014, 429]
paragraph: FRENCH CHEMICAL CO. 356 Dearborn St., Chicago, Ill. bbox=[107, 1520, 304, 1541]
paragraph: When the lungs are attacked and the symptoms of consumption appear, then begins the struggle between affection and that destroying disease which slays its thousands annually. It is a happy issue to the struggle when disease is conquered and health restored. Such an issue does not always end the struggle, but it did in the case of Mr. K. Morris, Memphis, Tenn., who saw his wife wasting and weakening and physicians helpless, and then was surprised at the great relief it gave. He tells the story thus: bbox=[89, 149, 275, 281]
paragraph: Which quenched, then lay it up again, Till Christmas next returne. bbox=[662, 1947, 850, 1970]
section-heading: IT MAKES COLD FEET WARM bbox=[308, 571, 445, 582]
cascarets-logo: Cascarets bbox=[166, 1122, 393, 1186]
ad-top-line: He said his back was broken by LAMEBACK, but all his strength came back by use of bbox=[1076, 1790, 1251, 1819]
spare-title: Spare-Time Study bbox=[356, 1572, 442, 1606]
divider bbox=[662, 668, 850, 669]
reveries-continued bbox=[662, 65, 850, 662]
paragraph: A word to the wise is generally sufficient to get the advisor into trouble. bbox=[283, 712, 469, 732]
paragraph: Sick and Nervous Headaches POSITIVELY Cured in 30 Minutes, by bbox=[99, 1464, 313, 1484]
portrait-illustration bbox=[1089, 564, 1238, 719]
poem-line: “Glory to God and on the Earth Good will!” bbox=[478, 188, 648, 211]
paragraph: promptly cured.”—K. Morris, Memphis, Tenn. bbox=[283, 149, 469, 169]
poem-line: Come all ye Faithful!—let us watch a space; bbox=[478, 417, 647, 439]
column-2 bbox=[478, 65, 653, 2129]
paragraph: “Ah, yes,” sighed the first speaker; “there’s nothing new. We have seen it all. But—and his eye suddenly grew brighter and his hand held his champagne at a halt as he spoke—“I found a wine in an old refectory in a monastery of Mexico that was the most wonderful you ever tackled.” bbox=[478, 1033, 653, 1127]
poem-line: Ringing joyfully. bbox=[858, 445, 932, 455]
paragraph: The berries of the mistletoe are of a creamy white, about the size of small currants, and grow in clusters in the divisions of the little branches. The leaves are long, ovate, waxy and of a delicate green, often almost yellow. bbox=[662, 1335, 850, 1405]
paragraph: The mistletoe does not grow in England or Scotland or the north of Ireland, and often there young apple trees with the queer little plant grafted, and growing upon them are sold as curiosity, a freak of nature, to “turn an honest (or dishonest) penny.” bbox=[662, 1138, 850, 1220]
poem-line: With love’s caroling? bbox=[858, 313, 954, 323]
classified-ad: PENSIONS, PATENTS, CLAIMS. JOHN W. MORRIS, WASHINGTON, D.C. bbox=[1069, 2152, 1258, 2175]
byline: KATHRINE ARMSTRONG. bbox=[699, 1854, 812, 1865]
poem-line: Hark! the heralds in the air! bbox=[858, 1746, 988, 1757]
paragraph: Kindle the Christmas brand and then Till sunne set it burne; bbox=[662, 1919, 850, 1943]
poem-line: In excelsis gloria! bbox=[858, 1773, 940, 1784]
cocoa-tagline: Pure, Delicious, Nutritious. bbox=[176, 1331, 383, 1348]
poem-line: Thus adoring bear them there, bbox=[858, 1759, 999, 1770]
paragraph: The weird tales and fanciful stories of the poor little mistletoe have stirred young hearts and interested old ones by their mystical associations from far, far back in the long ago, when bbox=[662, 1725, 850, 1782]
poem-line: Thou must follow, follow bbox=[858, 484, 970, 495]
section-heading: She Advertised Women’s Rights. bbox=[1281, 166, 1435, 177]
mistletoe-body bbox=[662, 713, 850, 1850]
paragraph: “I was run over by a lumber wagon. Did not expect to live. Was terribly bloated. My friends bathed me with Dr. Thomas’ Eclectric Oil, and I was cured. We have great faith in Thomas’ Eclectric Oil.” Mrs. Wm. F. Babcock, Norwell, Mich. bbox=[1069, 1477, 1258, 1547]
section-heading: KLONDYKE BULLETIN bbox=[129, 619, 236, 630]
druggists-label: ALL DRUGGISTS bbox=[349, 1228, 452, 1242]
poem-line: Christmas bells are ringing, bbox=[858, 431, 986, 442]
classified-ads bbox=[1069, 1915, 1258, 2266]
st-jacobs-oil-advertisement bbox=[1069, 1786, 1258, 1910]
paragraph: Don’t steal another man’s good name even if your own is worn out. bbox=[1069, 1756, 1258, 1779]
poem-line: Across the starlit plains, ’mid shadows dim, bbox=[478, 238, 613, 261]
page-footer bbox=[1266, 2003, 1449, 2031]
poem-line: Shepherds saw those angels bright bbox=[858, 1786, 1019, 1796]
